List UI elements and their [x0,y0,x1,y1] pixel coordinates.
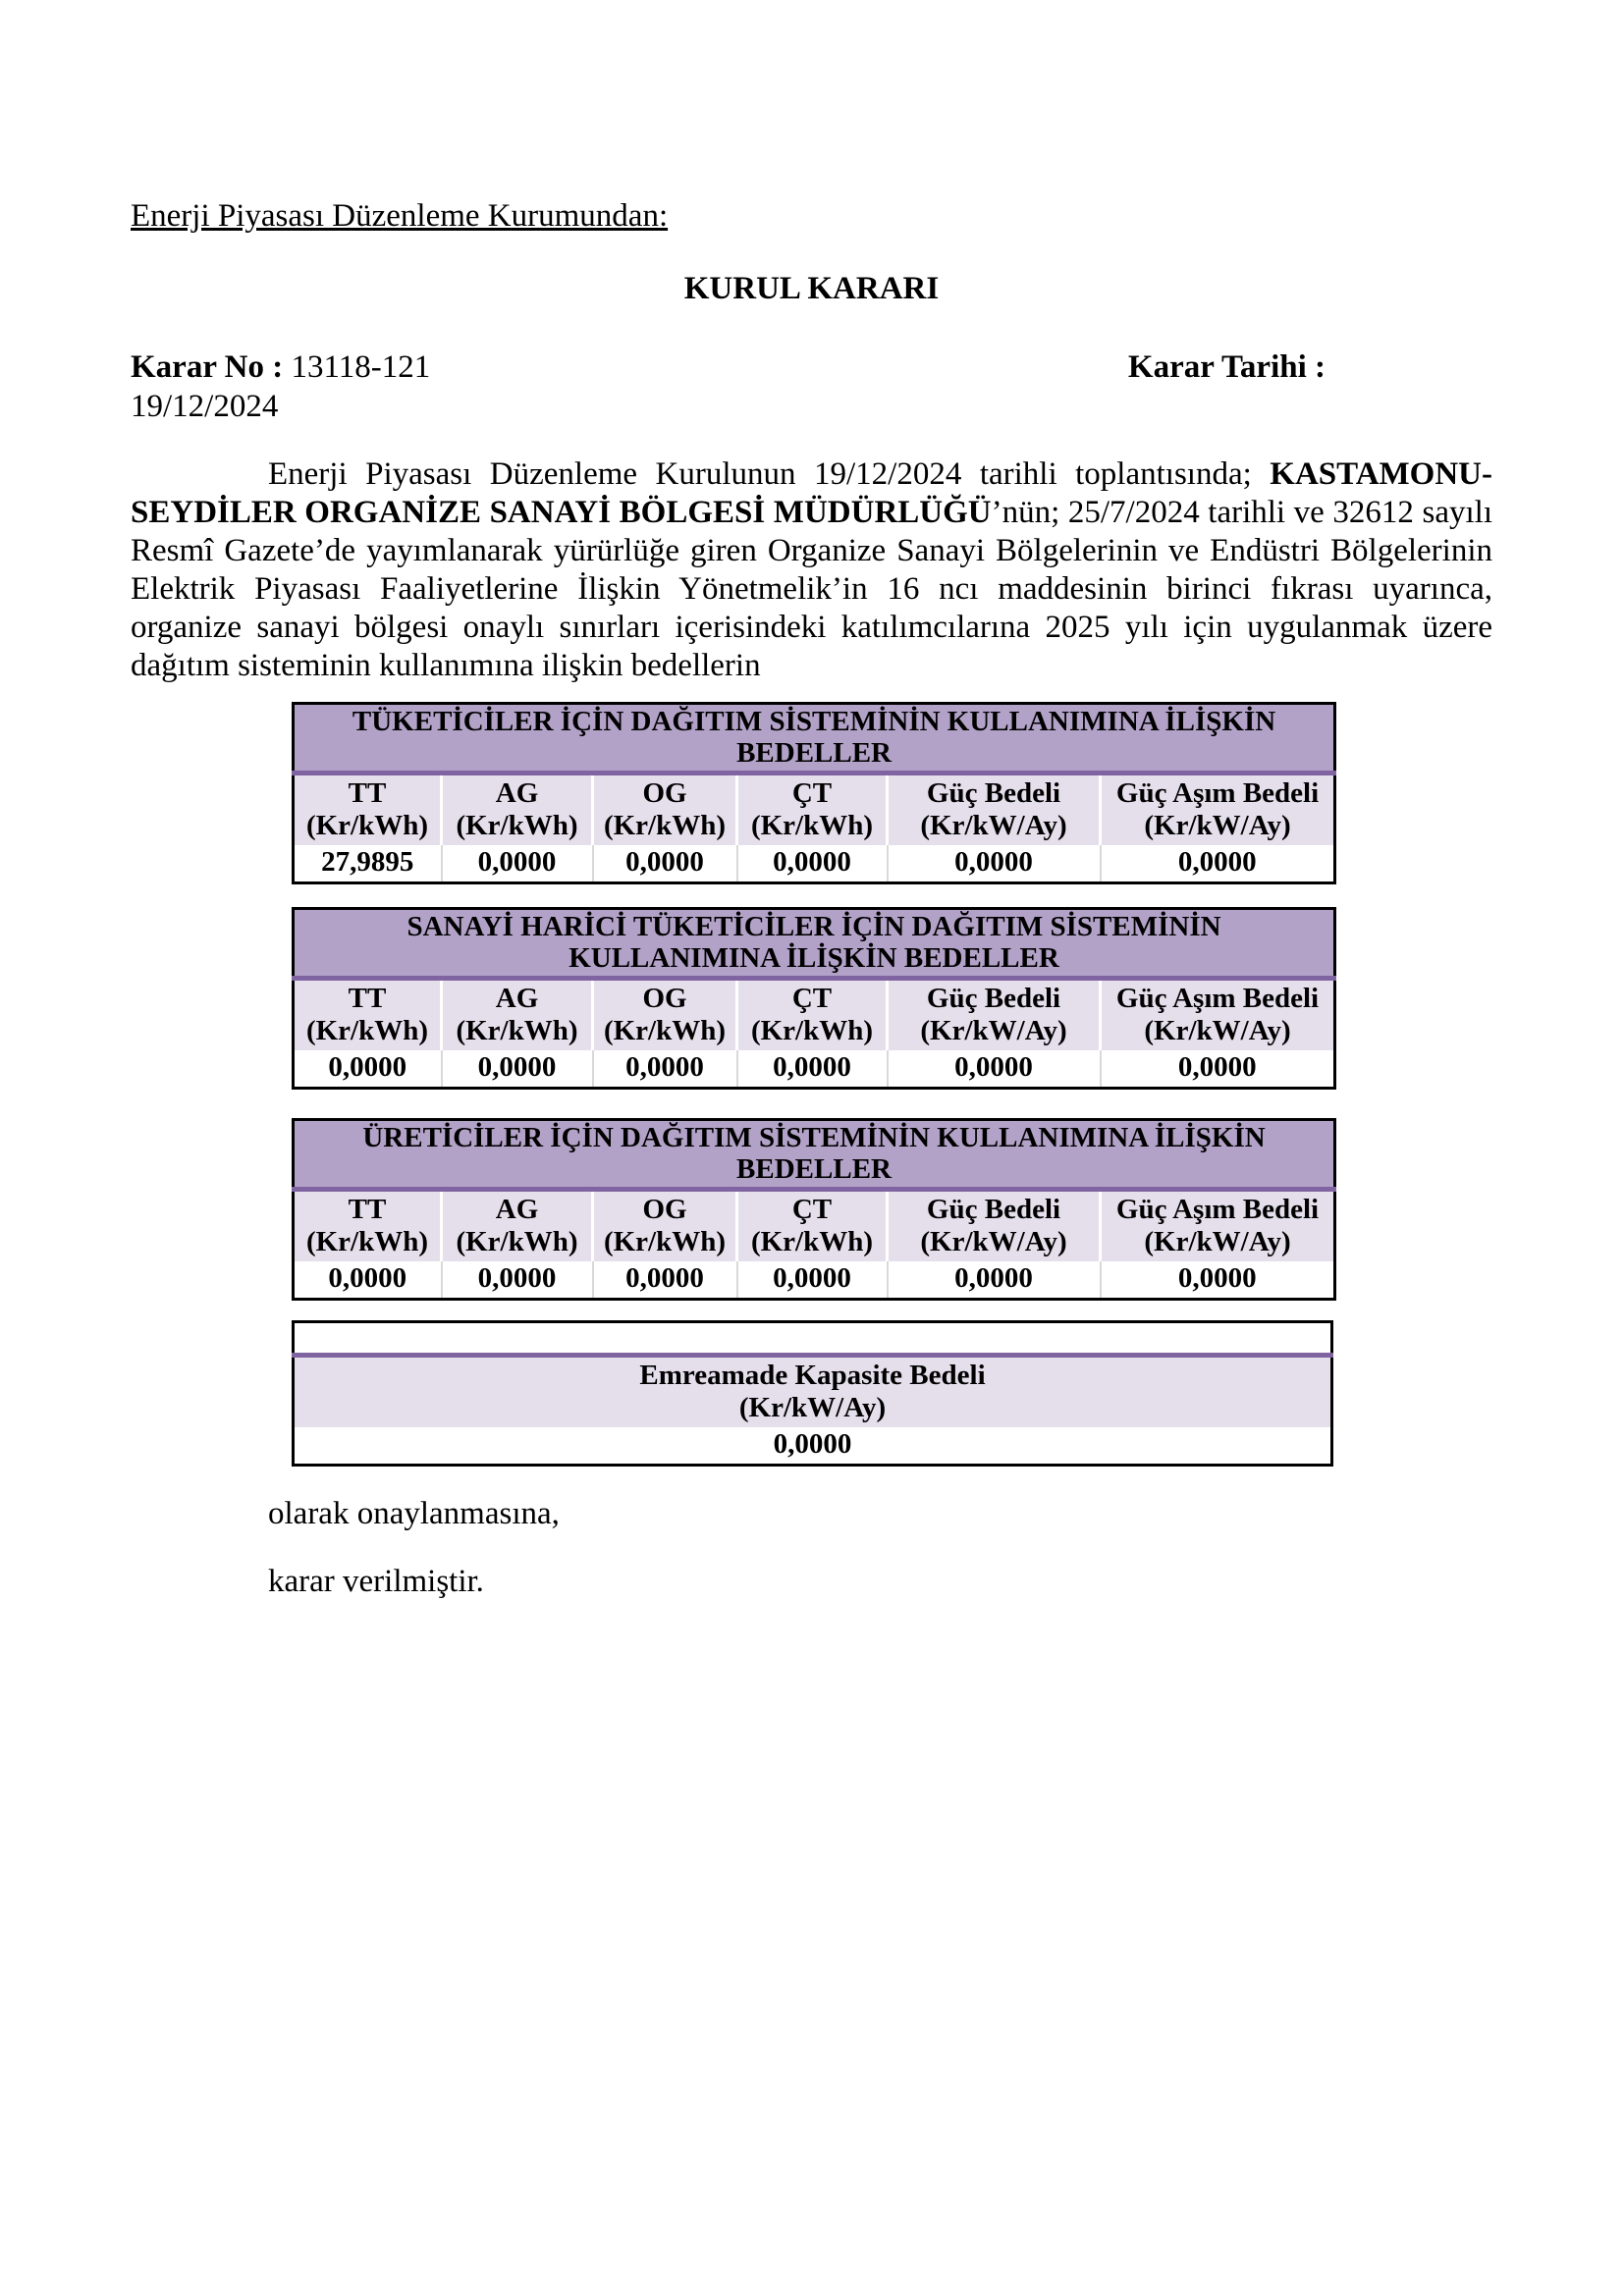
capacity-fee-table [292,1320,1333,1467]
capacity-table-unit: (Kr/kW/Ay) [738,1392,887,1423]
rate-table-consumers [292,702,1336,884]
value-cell: 0,0000 [593,1050,737,1089]
column-header-ag: AG (Kr/kWh) [442,979,593,1051]
table-title: TÜKETİCİLER İÇİN DAĞITIM SİSTEMİNİN KULLANIMINA İLİŞKİN BEDELLER [294,704,1335,774]
value-cell: 0,0000 [888,1261,1101,1300]
value-cell: 0,0000 [1101,1050,1335,1089]
value-cell: 0,0000 [737,845,888,883]
column-header-og: OG (Kr/kWh) [593,1190,737,1262]
value-cell: 27,9895 [294,845,442,883]
decision-paragraph [131,455,1492,685]
table-value-row [294,845,1335,883]
column-header-guc-asim-bedeli: Güç Aşım Bedeli (Kr/kW/Ay) [1101,1190,1335,1262]
column-header-og: OG (Kr/kWh) [593,979,737,1051]
column-header-ag: AG (Kr/kWh) [442,1190,593,1262]
issuing-authority-line: Enerji Piyasası Düzenleme Kurumundan: [131,198,669,234]
decision-number-value: 13118-121 [291,349,431,385]
value-cell: 0,0000 [593,845,737,883]
column-header-guc-asim-bedeli: Güç Aşım Bedeli (Kr/kW/Ay) [1101,979,1335,1051]
closing-line-1: olarak onaylanmasına, [268,1496,560,1531]
capacity-table-title-cell [294,1356,1332,1428]
value-cell: 0,0000 [593,1261,737,1300]
paragraph-segment: ’nün; 25/7/2024 tarihli ve 32612 sayılı Resmî Gazete’de yayımlanarak yürürlüğe giren Organize Sanayi Bölgelerinin ve Endüstri Bölgelerinin Elektrik Piyasası Faaliyetlerine İlişkin Yönetmelik’in 16 ncı maddesinin birinci fıkrası uyarınca, organize sanayi bölgesi onaylı sınırları içerisindeki katılımcılarına 2025 yılı için uygulanmak üzere dağıtım sisteminin kullanımına ilişkin bedellerin [131,495,1492,683]
column-header-og: OG (Kr/kWh) [593,774,737,846]
document-title: KURUL KARARI [683,271,940,306]
decision-meta-row [131,347,1492,387]
value-cell: 0,0000 [442,1050,593,1089]
column-header-ag: AG (Kr/kWh) [442,774,593,846]
column-header-tt: TT (Kr/kWh) [294,774,442,846]
table-title: ÜRETİCİLER İÇİN DAĞITIM SİSTEMİNİN KULLANIMINA İLİŞKİN BEDELLER [294,1120,1335,1190]
paragraph-segment: Enerji Piyasası Düzenleme Kurulunun 19/12/2024 tarihli toplantısında; [268,456,1271,492]
capacity-table-title: Emreamade Kapasite Bedeli [639,1360,986,1391]
column-header-guc-asim-bedeli: Güç Aşım Bedeli (Kr/kW/Ay) [1101,774,1335,846]
value-cell: 0,0000 [1101,845,1335,883]
table-value-row [294,1261,1335,1300]
value-cell: 0,0000 [737,1261,888,1300]
column-header-guc-bedeli: Güç Bedeli (Kr/kW/Ay) [888,774,1101,846]
decision-number-label: Karar No : [131,349,284,385]
decision-number [131,347,430,387]
table-column-header-row [294,774,1335,846]
decision-date-label-wrap [1128,347,1326,387]
value-cell: 0,0000 [888,1050,1101,1089]
column-header-ct: ÇT (Kr/kWh) [737,774,888,846]
capacity-table-value: 0,0000 [294,1427,1332,1466]
decision-date-value: 19/12/2024 [131,389,279,424]
paragraph-segment-org-name: KASTAMONU-SEYDİLER ORGANİZE SANAYİ BÖLGESİ MÜDÜRLÜĞÜ [131,456,1492,530]
table-column-header-row [294,1190,1335,1262]
value-cell: 0,0000 [1101,1261,1335,1300]
value-cell: 0,0000 [294,1261,442,1300]
column-header-guc-bedeli: Güç Bedeli (Kr/kW/Ay) [888,1190,1101,1262]
table-title: SANAYİ HARİCİ TÜKETİCİLER İÇİN DAĞITIM SİSTEMİNİN KULLANIMINA İLİŞKİN BEDELLER [294,909,1335,979]
rate-table-producers [292,1118,1336,1301]
value-cell: 0,0000 [294,1050,442,1089]
column-header-guc-bedeli: Güç Bedeli (Kr/kW/Ay) [888,979,1101,1051]
value-cell: 0,0000 [442,1261,593,1300]
value-cell: 0,0000 [888,845,1101,883]
column-header-ct: ÇT (Kr/kWh) [737,1190,888,1262]
column-header-ct: ÇT (Kr/kWh) [737,979,888,1051]
rate-table-non-industrial-consumers [292,907,1336,1090]
decision-date-label: Karar Tarihi : [1127,349,1326,385]
value-cell: 0,0000 [737,1050,888,1089]
column-header-tt: TT (Kr/kWh) [294,1190,442,1262]
column-header-tt: TT (Kr/kWh) [294,979,442,1051]
table-value-row [294,1050,1335,1089]
value-cell: 0,0000 [442,845,593,883]
table-column-header-row [294,979,1335,1051]
capacity-table-blank-row [294,1322,1332,1356]
closing-line-2: karar verilmiştir. [268,1564,484,1599]
